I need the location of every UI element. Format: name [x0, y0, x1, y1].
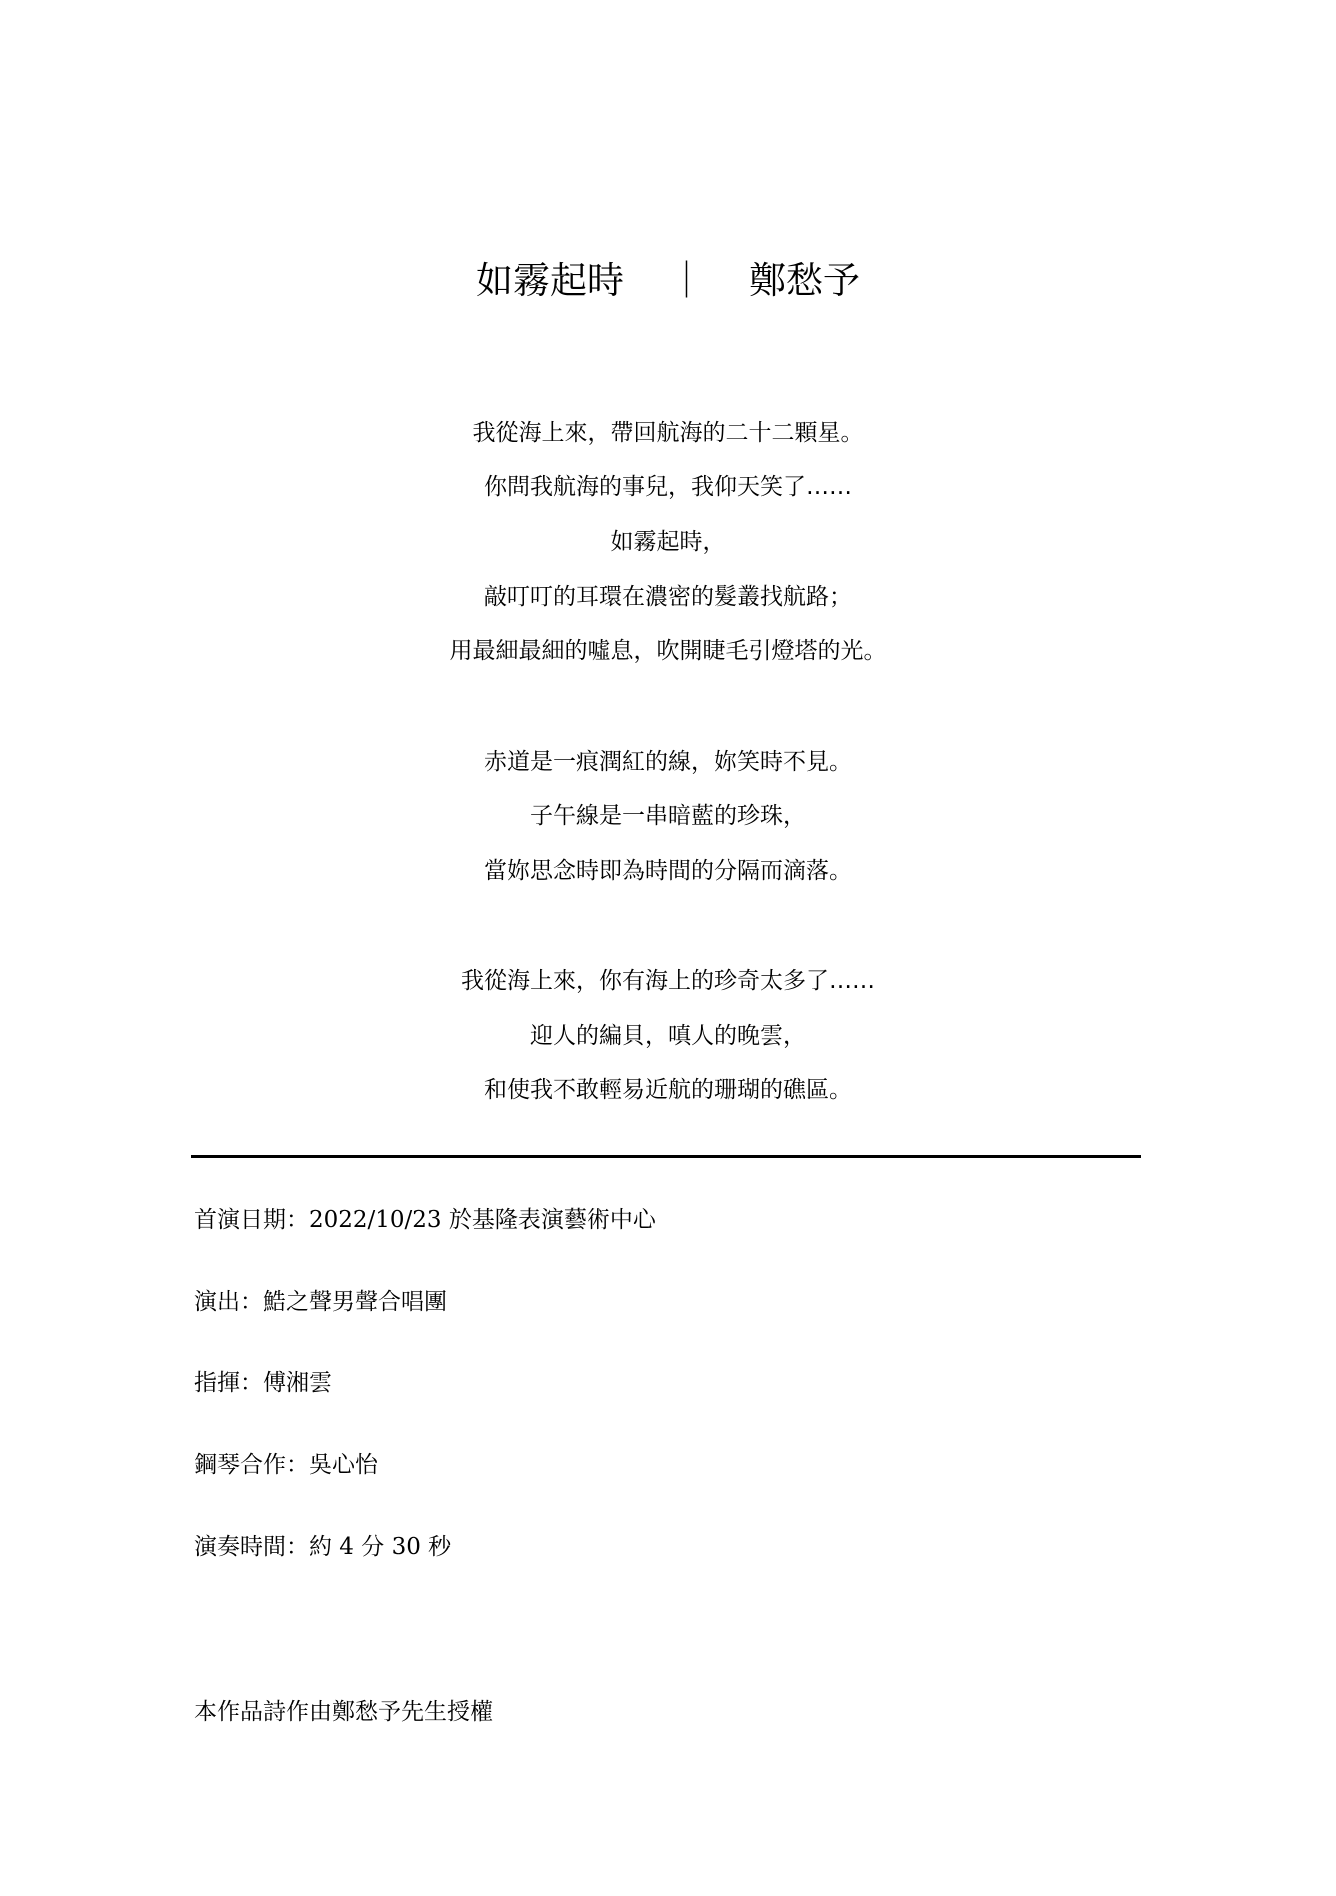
poem-line: 我從海上來，你有海上的珍奇太多了…… — [461, 968, 875, 994]
poem-line: 和使我不敢輕易近航的珊瑚的礁區。 — [484, 1077, 852, 1103]
poem-line: 赤道是一痕潤紅的線，妳笑時不見。 — [484, 749, 852, 775]
performer-info: 演出：鯌之聲男聲合唱團 — [194, 1289, 447, 1315]
poem-title: 如霧起時 — [476, 259, 624, 302]
poem-line: 你問我航海的事兒，我仰天笑了…… — [484, 474, 852, 500]
poem-line: 我從海上來，帶回航海的二十二顆星。 — [472, 420, 864, 446]
license-note: 本作品詩作由鄭愁予先生授權 — [194, 1699, 493, 1725]
duration-info: 演奏時間：約 4 分 30 秒 — [194, 1534, 452, 1560]
section-divider — [191, 1155, 1141, 1158]
poem-line: 子午線是一串暗藍的珍珠， — [530, 803, 806, 829]
conductor-info: 指揮：傅湘雲 — [194, 1370, 332, 1396]
poem-line: 敲叮叮的耳環在濃密的髮叢找航路； — [484, 584, 852, 610]
title-separator: ｜ — [668, 259, 705, 302]
poem-line: 當妳思念時即為時間的分隔而滴落。 — [484, 858, 852, 884]
premiere-info: 首演日期：2022/10/23 於基隆表演藝術中心 — [194, 1207, 656, 1233]
piano-info: 鋼琴合作：吳心怡 — [194, 1452, 378, 1478]
poem-line: 迎人的編貝，嗔人的晚雲， — [530, 1023, 806, 1049]
poem-line: 如霧起時， — [610, 529, 726, 555]
page-title — [0, 256, 1336, 306]
poem-line: 用最細最細的噓息，吹開睫毛引燈塔的光。 — [449, 638, 887, 664]
poem-author: 鄭愁予 — [749, 259, 860, 302]
